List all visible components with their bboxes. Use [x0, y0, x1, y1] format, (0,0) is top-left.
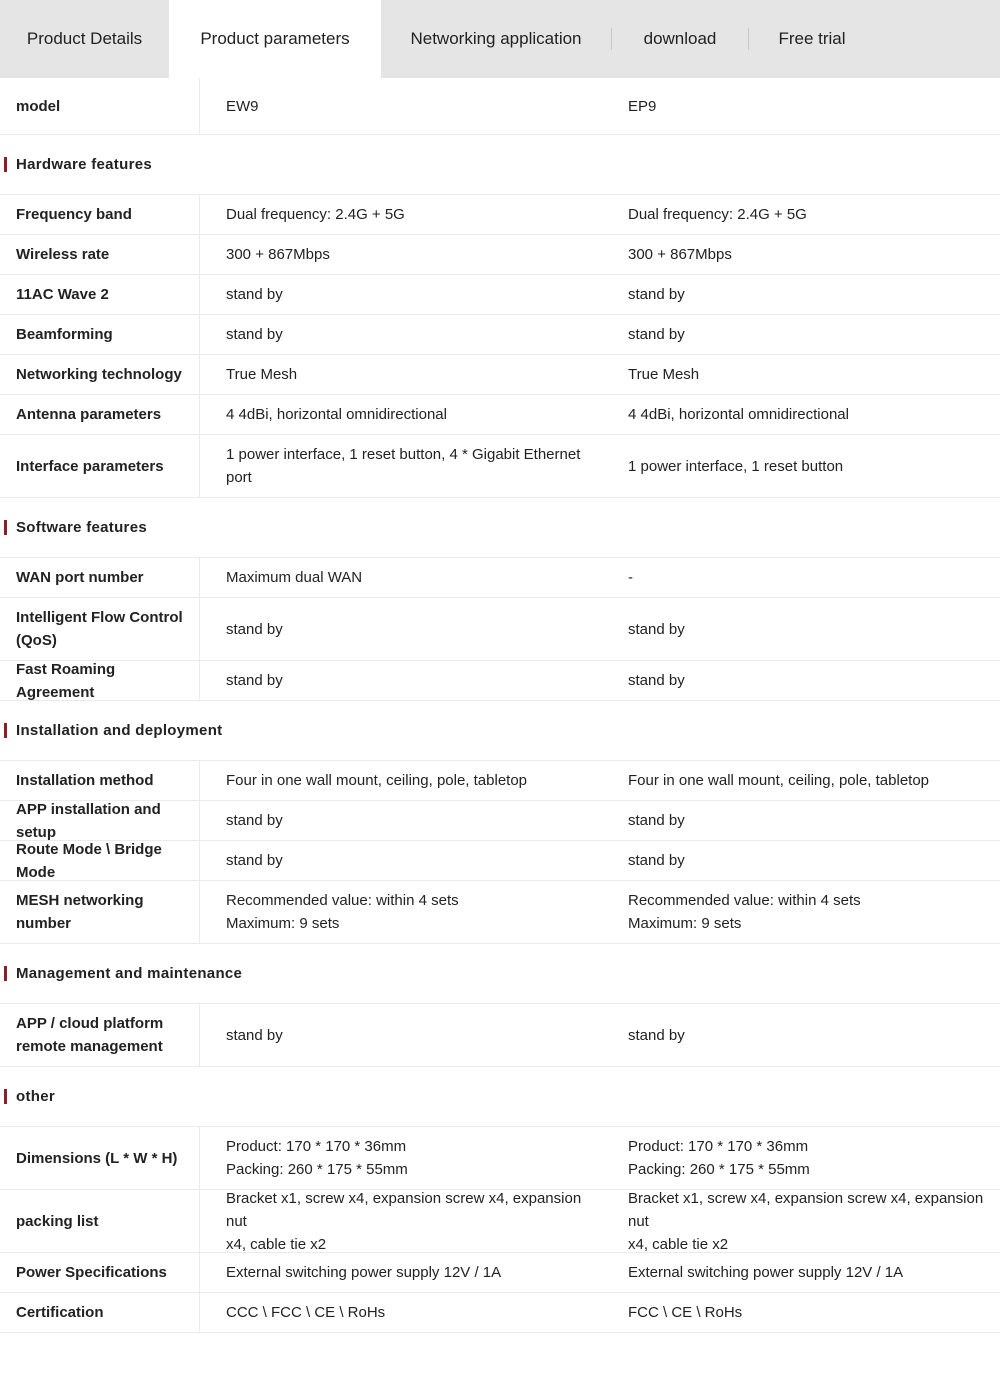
ew9-cell	[200, 558, 601, 597]
table-row	[0, 195, 1000, 235]
row-label-text: model	[16, 97, 61, 115]
section-marker	[4, 723, 7, 738]
row-label	[0, 558, 200, 597]
ew9-cell	[200, 435, 601, 497]
ew9-cell	[200, 841, 601, 880]
ep9-value: -	[628, 569, 633, 586]
row-label-text: Interface parameters	[16, 457, 164, 475]
ew9-cell	[200, 1190, 601, 1252]
ep9-cell	[601, 1293, 1000, 1332]
row-label-text: packing list	[16, 1212, 99, 1230]
parameters-table	[0, 78, 1000, 1333]
ep9-cell	[601, 195, 1000, 234]
section-title: Hardware features	[16, 156, 152, 173]
ew9-cell	[200, 1127, 601, 1189]
row-label-text: Networking technology	[16, 366, 182, 383]
ep9-cell	[601, 1004, 1000, 1066]
ep9-cell	[601, 598, 1000, 660]
row-label-text: 11AC Wave 2	[16, 286, 109, 303]
row-label	[0, 1127, 200, 1189]
section-title: Installation and deployment	[16, 722, 223, 739]
ep9-cell	[601, 801, 1000, 840]
table-row	[0, 1293, 1000, 1333]
ep9-cell	[601, 761, 1000, 800]
row-label	[0, 275, 200, 314]
model-row	[0, 78, 1000, 135]
tab-product-parameters[interactable]: Product parameters	[169, 0, 381, 78]
row-label-text: MESH networking number	[16, 892, 144, 932]
ep9-cell	[601, 435, 1000, 497]
tab-networking-application[interactable]: Networking application	[410, 29, 582, 48]
ep9-cell	[601, 235, 1000, 274]
tab-download[interactable]: download	[643, 29, 717, 48]
table-row	[0, 275, 1000, 315]
table-row	[0, 841, 1000, 881]
ew9-cell	[200, 881, 601, 943]
ew9-cell	[200, 661, 601, 700]
section-hardware	[0, 135, 1000, 195]
ew9-value: Four in one wall mount, ceiling, pole, tabletop	[226, 772, 528, 789]
table-row	[0, 1004, 1000, 1067]
row-label-text: Installation method	[16, 772, 154, 789]
section-title: Management and maintenance	[16, 965, 243, 982]
row-label	[0, 235, 200, 274]
ep9-value: True Mesh	[628, 366, 700, 383]
tab-product-details[interactable]: Product Details	[26, 29, 143, 48]
section-management	[0, 944, 1000, 1004]
ep9-value: stand by	[628, 672, 685, 689]
table-row	[0, 315, 1000, 355]
row-label-text: Route Mode \ Bridge Mode	[16, 840, 162, 881]
ew9-value: 1 power interface, 1 reset button, 4 * Gigabit Ethernet port	[226, 446, 581, 486]
ew9-value: stand by	[226, 672, 283, 689]
table-row	[0, 598, 1000, 661]
ew9-value: 300 + 867Mbps	[226, 246, 330, 263]
ep9-cell	[601, 275, 1000, 314]
row-label	[0, 1190, 200, 1252]
row-label-text: Fast Roaming Agreement	[16, 660, 116, 701]
ep9-value: Bracket x1, screw x4, expansion screw x4, expansion nut x4, cable tie x2	[628, 1189, 984, 1253]
row-label	[0, 761, 200, 800]
ew9-value: stand by	[226, 852, 283, 869]
section-other	[0, 1067, 1000, 1127]
row-label	[0, 598, 200, 660]
tab-bar	[0, 0, 1000, 78]
section-marker	[4, 520, 7, 535]
row-label	[0, 315, 200, 354]
ew9-value: stand by	[226, 620, 283, 638]
row-label-text: Certification	[16, 1304, 104, 1321]
ep9-cell	[601, 881, 1000, 943]
row-label-text: Wireless rate	[16, 246, 110, 263]
ew9-value: EW9	[226, 97, 259, 115]
ep9-value: stand by	[628, 812, 685, 829]
section-marker	[4, 966, 7, 981]
ew9-value: stand by	[226, 326, 283, 343]
row-label-text: APP / cloud platform remote management	[16, 1015, 164, 1055]
row-label	[0, 661, 200, 700]
ep9-value: External switching power supply 12V / 1A	[628, 1264, 904, 1281]
ep9-value: 4 4dBi, horizontal omnidirectional	[628, 406, 849, 423]
ew9-value: stand by	[226, 812, 283, 829]
ep9-value: 1 power interface, 1 reset button	[628, 457, 844, 475]
row-label	[0, 881, 200, 943]
ew9-cell	[200, 355, 601, 394]
ew9-value: Maximum dual WAN	[226, 569, 363, 586]
ew9-value: stand by	[226, 1026, 283, 1044]
ew9-cell	[200, 801, 601, 840]
section-installation	[0, 701, 1000, 761]
ep9-value: 300 + 867Mbps	[628, 246, 732, 263]
row-label	[0, 1293, 200, 1332]
section-marker	[4, 157, 7, 172]
row-label	[0, 355, 200, 394]
ep9-cell	[601, 558, 1000, 597]
ew9-value: Dual frequency: 2.4G + 5G	[226, 206, 405, 223]
ep9-value: Recommended value: within 4 sets Maximum: 9 sets	[628, 892, 861, 932]
ew9-cell	[200, 761, 601, 800]
ep9-value: stand by	[628, 620, 685, 638]
ep9-cell	[601, 1253, 1000, 1292]
ew9-value: 4 4dBi, horizontal omnidirectional	[226, 406, 447, 423]
row-label	[0, 1004, 200, 1066]
row-label	[0, 435, 200, 497]
row-label	[0, 801, 200, 840]
ew9-cell	[200, 195, 601, 234]
ew9-cell	[200, 235, 601, 274]
row-label	[0, 78, 200, 134]
table-row	[0, 235, 1000, 275]
table-row	[0, 355, 1000, 395]
table-row	[0, 558, 1000, 598]
row-label	[0, 1253, 200, 1292]
row-label-text: Frequency band	[16, 206, 132, 223]
ew9-cell	[200, 1004, 601, 1066]
ep9-cell	[601, 315, 1000, 354]
ep9-cell	[601, 395, 1000, 434]
section-software	[0, 498, 1000, 558]
table-row	[0, 1190, 1000, 1253]
ep9-value: stand by	[628, 326, 685, 343]
ew9-value: CCC \ FCC \ CE \ RoHs	[226, 1304, 386, 1321]
ew9-cell	[200, 78, 601, 134]
ep9-value: EP9	[628, 97, 657, 115]
ep9-cell	[601, 78, 1000, 134]
row-label-text: Power Specifications	[16, 1264, 167, 1281]
row-label-text: WAN port number	[16, 569, 144, 586]
tab-free-trial[interactable]: Free trial	[778, 29, 846, 48]
row-label	[0, 195, 200, 234]
ew9-cell	[200, 1293, 601, 1332]
section-title: other	[16, 1088, 55, 1105]
ep9-value: stand by	[628, 286, 685, 303]
ew9-cell	[200, 1253, 601, 1292]
table-row	[0, 1253, 1000, 1293]
table-row	[0, 761, 1000, 801]
ep9-cell	[601, 1190, 1000, 1252]
ep9-cell	[601, 661, 1000, 700]
ew9-value: External switching power supply 12V / 1A	[226, 1264, 502, 1281]
row-label	[0, 395, 200, 434]
ep9-value: stand by	[628, 852, 685, 869]
ep9-value: Product: 170 * 170 * 36mm Packing: 260 * 175 * 55mm	[628, 1138, 810, 1178]
table-row	[0, 435, 1000, 498]
table-row	[0, 881, 1000, 944]
ep9-cell	[601, 841, 1000, 880]
row-label-text: Intelligent Flow Control (QoS)	[16, 609, 183, 649]
ep9-value: Four in one wall mount, ceiling, pole, tabletop	[628, 772, 930, 789]
ep9-value: FCC \ CE \ RoHs	[628, 1304, 743, 1321]
ew9-cell	[200, 315, 601, 354]
ew9-cell	[200, 275, 601, 314]
ep9-value: stand by	[628, 1026, 685, 1044]
ew9-value: stand by	[226, 286, 283, 303]
ew9-cell	[200, 598, 601, 660]
ew9-value: True Mesh	[226, 366, 298, 383]
section-marker	[4, 1089, 7, 1104]
row-label-text: Beamforming	[16, 326, 113, 343]
section-title: Software features	[16, 519, 147, 536]
ew9-cell	[200, 395, 601, 434]
ew9-value: Product: 170 * 170 * 36mm Packing: 260 * 175 * 55mm	[226, 1138, 408, 1178]
row-label	[0, 841, 200, 880]
ep9-cell	[601, 1127, 1000, 1189]
ep9-value: Dual frequency: 2.4G + 5G	[628, 206, 807, 223]
ep9-cell	[601, 355, 1000, 394]
table-row	[0, 801, 1000, 841]
row-label-text: APP installation and setup	[16, 800, 161, 841]
table-row	[0, 1127, 1000, 1190]
table-row	[0, 395, 1000, 435]
table-row	[0, 661, 1000, 701]
ew9-value: Recommended value: within 4 sets Maximum: 9 sets	[226, 892, 459, 932]
row-label-text: Dimensions (L * W * H)	[16, 1149, 178, 1167]
row-label-text: Antenna parameters	[16, 406, 162, 423]
ew9-value: Bracket x1, screw x4, expansion screw x4, expansion nut x4, cable tie x2	[226, 1189, 582, 1253]
